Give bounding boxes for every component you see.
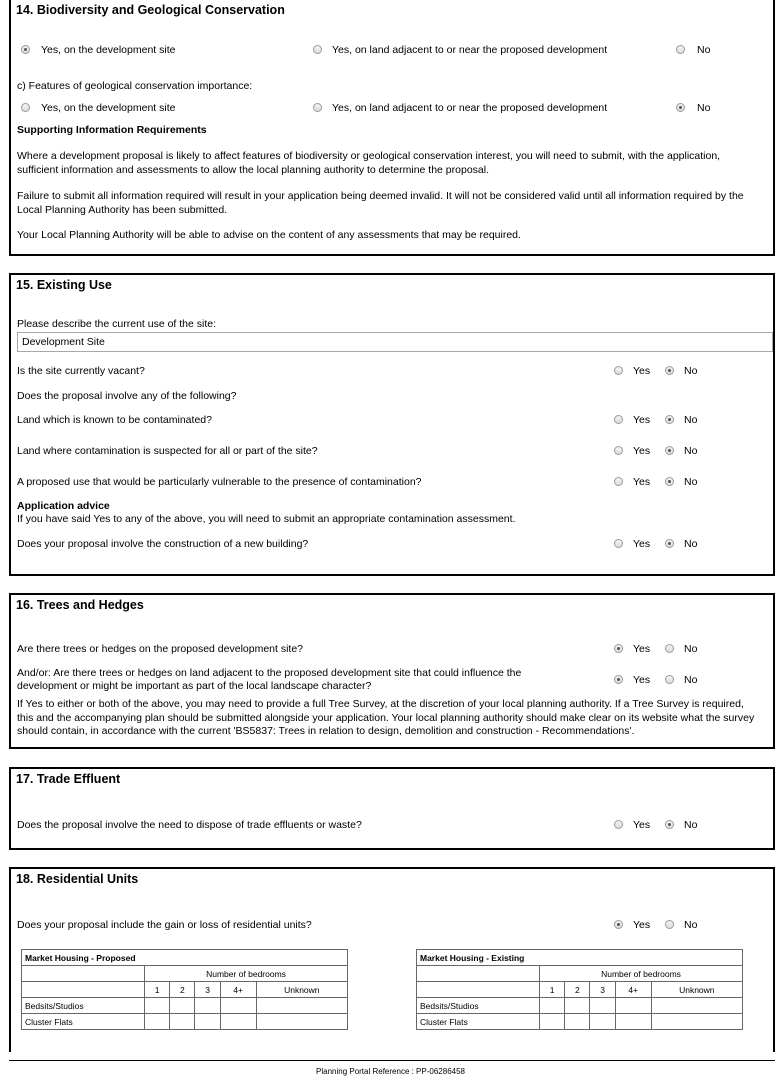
radio-label: Yes [633, 365, 651, 377]
radio-new-building-yes[interactable] [614, 539, 623, 548]
radio-vacant-no[interactable] [665, 366, 674, 375]
question-trade-effluent: Does the proposal involve the need to dispose of trade effluents or waste? [17, 819, 362, 831]
question-trees-adjacent: And/or: Are there trees or hedges on land adjacent to the proposed development site that could influence the development or might be important as part of the local landscape character? [17, 667, 522, 692]
row-label: Cluster Flats [22, 1014, 145, 1030]
question-geological: c) Features of geological conservation importance: [17, 80, 253, 92]
radio-trees-on-site-yes[interactable] [614, 644, 623, 653]
table-row [22, 1014, 348, 1030]
table-input-cell[interactable] [565, 1014, 590, 1030]
describe-use-label: Please describe the current use of the site: [17, 318, 217, 330]
application-advice-text: If you have said Yes to any of the above, you will need to submit an appropriate contamination assessment. [17, 513, 516, 525]
table-input-cell[interactable] [590, 1014, 615, 1030]
radio-label: No [684, 476, 698, 488]
radio-label: No [684, 674, 698, 686]
radio-geo-c-no[interactable] [676, 103, 685, 112]
radio-geo-b-on-site[interactable] [21, 45, 30, 54]
question-land-known: Land which is known to be contaminated? [17, 414, 212, 426]
table-row [22, 998, 348, 1014]
section-15 [9, 273, 775, 576]
question-vulnerable: A proposed use that would be particularly vulnerable to the presence of contamination? [17, 476, 422, 488]
table-input-cell[interactable] [220, 998, 256, 1014]
radio-label: No [684, 538, 698, 550]
radio-vulnerable-yes[interactable] [614, 477, 623, 486]
radio-trees-adjacent-no[interactable] [665, 675, 674, 684]
row-label: Bedsits/Studios [417, 998, 540, 1014]
col-header: Unknown [651, 982, 742, 998]
table-input-cell[interactable] [195, 1014, 220, 1030]
radio-vulnerable-no[interactable] [665, 477, 674, 486]
radio-label: Yes [633, 919, 651, 931]
section-18-title: 18. Residential Units [16, 872, 139, 886]
radio-residential-no[interactable] [665, 920, 674, 929]
bedrooms-header: Number of bedrooms [540, 966, 743, 982]
col-header: 3 [590, 982, 615, 998]
section-14-title: 14. Biodiversity and Geological Conservation [16, 3, 285, 17]
section-15-title: 15. Existing Use [16, 278, 112, 292]
radio-trees-on-site-no[interactable] [665, 644, 674, 653]
supporting-info-para-3: Your Local Planning Authority will be able to advise on the content of any assessments that may be required. [17, 229, 521, 241]
table-input-cell[interactable] [145, 1014, 170, 1030]
table-input-cell[interactable] [195, 998, 220, 1014]
table-input-cell[interactable] [256, 1014, 347, 1030]
section-16 [9, 593, 775, 749]
table-input-cell[interactable] [540, 1014, 565, 1030]
table-input-cell[interactable] [565, 998, 590, 1014]
radio-geo-b-no[interactable] [676, 45, 685, 54]
row-label: Cluster Flats [417, 1014, 540, 1030]
table-input-cell[interactable] [615, 1014, 651, 1030]
radio-label: No [684, 919, 698, 931]
table-cell [22, 982, 145, 998]
radio-label: Yes [633, 819, 651, 831]
table-input-cell[interactable] [651, 998, 742, 1014]
question-trees-on-site: Are there trees or hedges on the proposed development site? [17, 643, 304, 655]
radio-land-known-yes[interactable] [614, 415, 623, 424]
col-header: 4+ [220, 982, 256, 998]
radio-label: No [684, 819, 698, 831]
question-new-building: Does your proposal involve the construction of a new building? [17, 538, 309, 550]
radio-label: Yes [633, 538, 651, 550]
table-cell [417, 966, 540, 982]
radio-label: No [684, 365, 698, 377]
radio-geo-b-adjacent[interactable] [313, 45, 322, 54]
radio-label: No [684, 643, 698, 655]
table-cell [22, 966, 145, 982]
radio-label: Yes [633, 643, 651, 655]
radio-label: No [684, 445, 698, 457]
radio-label: No [697, 102, 711, 114]
market-housing-proposed-table [21, 949, 348, 1030]
radio-label: Yes, on land adjacent to or near the proposed development [332, 102, 608, 114]
table-input-cell[interactable] [170, 998, 195, 1014]
col-header: 4+ [615, 982, 651, 998]
radio-label: No [684, 414, 698, 426]
row-label: Bedsits/Studios [22, 998, 145, 1014]
radio-label: Yes [633, 674, 651, 686]
radio-trees-adjacent-yes[interactable] [614, 675, 623, 684]
table-input-cell[interactable] [590, 998, 615, 1014]
bedrooms-header: Number of bedrooms [145, 966, 348, 982]
col-header: Unknown [256, 982, 347, 998]
question-vacant: Is the site currently vacant? [17, 365, 145, 377]
col-header: 2 [565, 982, 590, 998]
radio-geo-c-on-site[interactable] [21, 103, 30, 112]
market-housing-existing-table [416, 949, 743, 1030]
table-input-cell[interactable] [256, 998, 347, 1014]
supporting-info-para-1: Where a development proposal is likely to affect features of biodiversity or geological conservation interest, you will need to submit, with the application, sufficient information and assessments to allow the local planning authority to determine the proposal. [17, 150, 721, 176]
table-cell [417, 982, 540, 998]
col-header: 1 [540, 982, 565, 998]
section-14 [9, 0, 775, 256]
table-input-cell[interactable] [145, 998, 170, 1014]
radio-land-known-no[interactable] [665, 415, 674, 424]
radio-trade-effluent-yes[interactable] [614, 820, 623, 829]
table-row [417, 1014, 743, 1030]
supporting-info-para-2: Failure to submit all information required will result in your application being deemed invalid. It will not be considered valid until all information required by the Local Planning Authority has been submitted. [17, 190, 744, 216]
radio-label: Yes, on the development site [41, 44, 176, 56]
question-residential-units: Does your proposal include the gain or loss of residential units? [17, 919, 312, 931]
section-18 [9, 867, 775, 1052]
planning-portal-reference: Planning Portal Reference : PP-06286458 [316, 1067, 465, 1076]
col-header: 1 [145, 982, 170, 998]
question-involve: Does the proposal involve any of the following? [17, 390, 237, 402]
radio-land-suspected-yes[interactable] [614, 446, 623, 455]
tree-survey-info: If Yes to either or both of the above, you may need to provide a full Tree Survey, at the discretion of your local planning authority. If a Tree Survey is required, this and the accompanying plan should be submitted alongside your application. Your local planning authority should make clear on its website what the survey should contain, in accordance with the current 'BS5837: Trees in relation to design, demolition and construction - Recommendations'. [17, 698, 755, 737]
supporting-info-heading: Supporting Information Requirements [17, 124, 207, 136]
radio-label: Yes, on land adjacent to or near the proposed development [332, 44, 608, 56]
radio-geo-c-adjacent[interactable] [313, 103, 322, 112]
section-17 [9, 767, 775, 850]
radio-vacant-yes[interactable] [614, 366, 623, 375]
table-row [417, 998, 743, 1014]
radio-label: Yes [633, 414, 651, 426]
radio-label: Yes [633, 476, 651, 488]
col-header: 2 [170, 982, 195, 998]
question-land-suspected: Land where contamination is suspected for all or part of the site? [17, 445, 318, 457]
radio-land-suspected-no[interactable] [665, 446, 674, 455]
table-input-cell[interactable] [615, 998, 651, 1014]
radio-residential-yes[interactable] [614, 920, 623, 929]
footer-divider [9, 1060, 775, 1061]
col-header: 3 [195, 982, 220, 998]
table-input-cell[interactable] [540, 998, 565, 1014]
radio-trade-effluent-no[interactable] [665, 820, 674, 829]
table-title: Market Housing - Existing [417, 950, 743, 966]
radio-label: Yes, on the development site [41, 102, 176, 114]
table-input-cell[interactable] [220, 1014, 256, 1030]
table-input-cell[interactable] [170, 1014, 195, 1030]
table-input-cell[interactable] [651, 1014, 742, 1030]
radio-label: No [697, 44, 711, 56]
section-17-title: 17. Trade Effluent [16, 772, 121, 786]
current-use-field[interactable]: Development Site [17, 332, 773, 352]
radio-label: Yes [633, 445, 651, 457]
radio-new-building-no[interactable] [665, 539, 674, 548]
table-title: Market Housing - Proposed [22, 950, 348, 966]
section-16-title: 16. Trees and Hedges [16, 598, 144, 612]
application-advice-heading: Application advice [17, 500, 110, 512]
